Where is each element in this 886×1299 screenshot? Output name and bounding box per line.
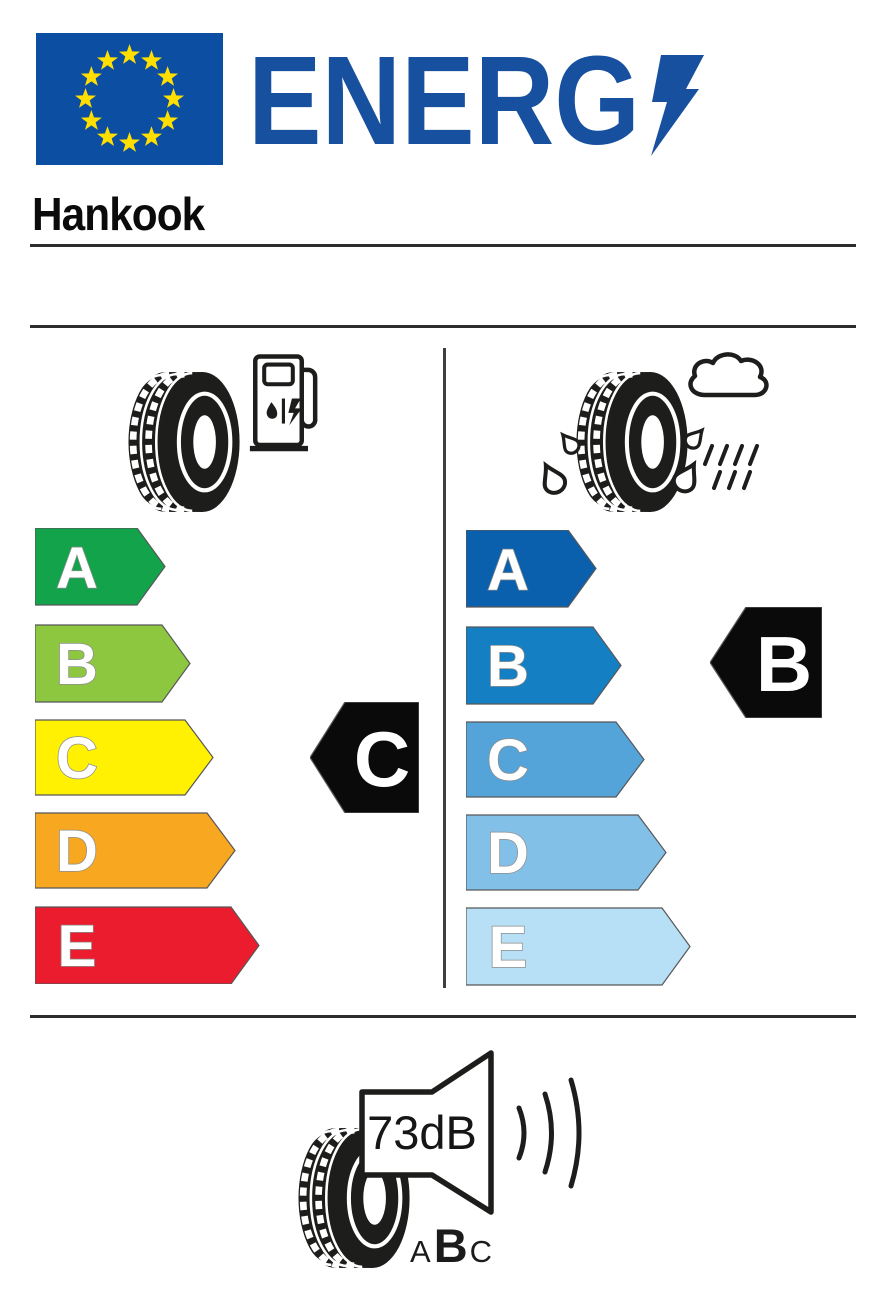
fuel-bar-a-label: A (56, 536, 98, 601)
noise-class-scale (410, 1219, 493, 1272)
fuel-rating-badge (310, 702, 419, 813)
noise-class-b-selected: B (433, 1219, 467, 1272)
fuel-bar-e-label: E (57, 914, 97, 979)
energ-text: ENERG (248, 44, 640, 156)
wet-bar-d-label: D (487, 821, 529, 886)
fuel-bar-a (35, 528, 165, 605)
fuel-rating-letter: C (353, 715, 411, 803)
wet-grip-rating-letter: B (755, 620, 813, 708)
sound-waves-icon (519, 1080, 579, 1186)
wet-bar-b-label: B (487, 634, 529, 699)
separator-line-top (30, 244, 856, 247)
noise-class-c: C (469, 1234, 493, 1269)
energ-logo (246, 44, 716, 156)
lightning-bolt-icon (651, 55, 704, 156)
speaker-icon (354, 1046, 594, 1218)
wet-grip-rating-scale (466, 530, 691, 986)
brand-name: Hankook (32, 188, 205, 240)
separator-line-middle (30, 325, 856, 328)
separator-line-bottom (30, 1015, 856, 1018)
fuel-rating-scale (35, 528, 260, 984)
fuel-bar-c-label: C (56, 726, 98, 791)
fuel-pump-icon (249, 349, 325, 457)
fuel-bar-b-label: B (56, 632, 98, 697)
fuel-tire-icon (126, 370, 240, 514)
eu-flag-icon (36, 33, 223, 165)
column-divider (443, 348, 446, 988)
wet-bar-c-label: C (487, 728, 529, 793)
fuel-bar-d-label: D (56, 819, 98, 884)
noise-class-a: A (410, 1234, 431, 1269)
wet-bar-a-label: A (487, 538, 529, 603)
wet-bar-e-label: E (488, 915, 528, 980)
noise-level-value: 73dB (367, 1106, 477, 1159)
wet-grip-rating-badge (710, 607, 822, 718)
wet-bar-a (466, 530, 596, 607)
water-splash-icon (538, 424, 713, 519)
